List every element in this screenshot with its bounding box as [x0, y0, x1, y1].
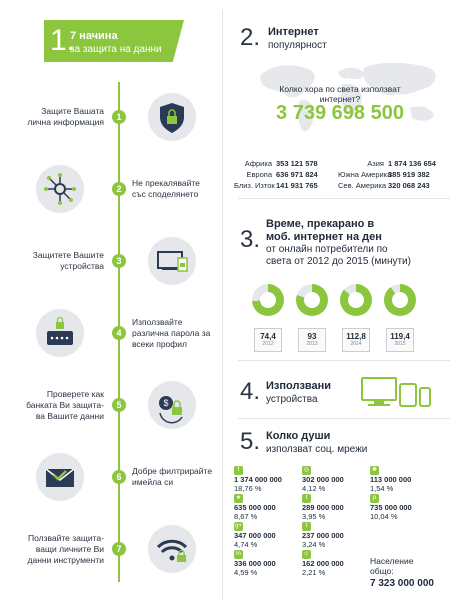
instagram-icon: ◎	[303, 467, 310, 473]
usage-year: 2012	[262, 341, 274, 347]
section-divider	[238, 198, 450, 199]
region-row	[338, 158, 436, 169]
year-calendar	[386, 328, 414, 352]
regions-left	[234, 158, 318, 191]
internet-title: Интернет	[268, 26, 319, 38]
social-users: 302 000 000	[302, 475, 344, 484]
usage-donut	[384, 284, 416, 316]
social-percent: 4,59 %	[234, 568, 258, 577]
social-users: 635 000 000	[234, 503, 276, 512]
step-number: 3	[112, 254, 126, 268]
social-users: 289 000 000	[302, 503, 344, 512]
usage-minutes: 93	[307, 332, 317, 341]
region-name: Южна Америка	[338, 170, 392, 179]
region-row	[234, 158, 318, 169]
tumblr-icon: t	[302, 522, 311, 531]
social-network-item	[234, 550, 276, 577]
social-users: 336 000 000	[234, 559, 276, 568]
social-network-item	[234, 494, 276, 521]
region-row	[338, 169, 436, 180]
social-users: 1 374 000 000	[234, 475, 282, 484]
social-network-item	[370, 466, 411, 493]
step-text: Използвайте различна парола за всеки профил	[132, 316, 211, 349]
social-network-item	[302, 494, 344, 521]
usage-year: 2013	[306, 341, 318, 347]
step-icon-ring	[148, 381, 196, 429]
weibo-icon: ✺	[371, 467, 378, 473]
devices-icon	[148, 237, 196, 285]
step-number: 2	[112, 182, 126, 196]
step-icon-ring	[148, 93, 196, 141]
social-network-item	[302, 466, 344, 493]
step-icon-ring	[36, 453, 84, 501]
facebook-icon: f	[234, 466, 243, 475]
usage-donut	[296, 284, 328, 316]
usage-year: 2015	[394, 341, 406, 347]
region-value: 141 931 765	[276, 181, 318, 190]
usage-minutes: 119,4	[390, 332, 410, 341]
region-name: Европа	[246, 170, 272, 179]
social-percent: 18,76 %	[234, 484, 262, 493]
mobile-number: 3.	[240, 226, 261, 253]
section-divider	[238, 418, 450, 419]
pinterest-icon: p	[370, 494, 379, 503]
social-users: 113 000 000	[370, 475, 412, 484]
banner-title: 7 начина	[70, 30, 118, 42]
usage-minutes: 112,8	[346, 332, 366, 341]
network-share-icon	[36, 165, 84, 213]
region-row	[338, 180, 436, 191]
column-divider	[222, 10, 223, 600]
social-network-item	[302, 522, 344, 549]
step-icon-ring	[148, 237, 196, 285]
social-percent: 2,21 %	[302, 568, 326, 577]
social-percent: 4,12 %	[302, 484, 326, 493]
social-percent: 8,67 %	[234, 512, 258, 521]
step-icon-ring	[36, 165, 84, 213]
region-value: 385 919 382	[388, 170, 430, 179]
password-lock-icon	[36, 309, 84, 357]
usage-donut	[340, 284, 372, 316]
region-value: 353 121 578	[276, 159, 318, 168]
step-number: 5	[112, 398, 126, 412]
devices-icon	[360, 374, 436, 412]
social-percent: 3,24 %	[302, 540, 326, 549]
step-text: Проверете как банката Ви защита- ва Вашите данни	[26, 388, 104, 421]
usage-year: 2014	[350, 341, 362, 347]
devices-title: Използвани	[266, 380, 332, 392]
region-row	[234, 169, 318, 180]
region-name: Африка	[244, 159, 272, 168]
step-number: 4	[112, 326, 126, 340]
regions-right	[338, 158, 436, 191]
linkedin-icon: in	[234, 550, 243, 559]
region-value: 636 971 824	[276, 170, 318, 179]
usage-donut	[252, 284, 284, 316]
section-divider	[238, 360, 450, 361]
step-icon-ring	[36, 309, 84, 357]
region-name: Азия	[367, 159, 384, 168]
social-network-item	[370, 494, 412, 521]
twitter-icon: t	[302, 494, 311, 503]
step-number: 7	[112, 542, 126, 556]
region-name: Близ. Изток	[234, 181, 275, 190]
region-name: Сев. Америка	[338, 181, 387, 190]
social-title: Колко души	[266, 430, 331, 442]
money-lock-icon	[148, 381, 196, 429]
social-users: 237 000 000	[302, 531, 344, 540]
step-text: Не прекалявайте със споделянето	[132, 178, 200, 199]
svg-text:$: $	[163, 398, 169, 408]
social-percent: 10,04 %	[370, 512, 398, 521]
usage-minutes: 74,4	[260, 332, 276, 341]
internet-subtitle: популярност	[268, 40, 327, 51]
social-percent: 4,74 %	[234, 540, 258, 549]
email-icon	[36, 453, 84, 501]
social-network-item	[234, 522, 276, 549]
shield-lock-icon	[148, 93, 196, 141]
internet-question: Колко хора по света използват интернет?	[279, 84, 401, 104]
qzone-icon: ★	[235, 495, 242, 501]
social-users: 162 000 000	[302, 559, 344, 568]
social-number: 5.	[240, 428, 261, 455]
wifi-lock-icon	[148, 525, 196, 573]
social-users: 735 000 000	[370, 503, 412, 512]
population-label: Население общо:	[370, 556, 414, 576]
social-network-item	[302, 550, 344, 577]
step-text: Защите Вашата лична информация	[27, 106, 104, 127]
snapchat-icon: ☺	[303, 551, 310, 557]
step-icon-ring	[148, 525, 196, 573]
banner-number: 1.	[50, 24, 76, 57]
social-network-item	[234, 466, 282, 493]
population-value: 7 323 000 000	[370, 578, 434, 589]
step-text: Защитете Вашите устройства	[32, 250, 104, 271]
internet-total: 3 739 698 500	[276, 102, 404, 124]
year-calendar	[342, 328, 370, 352]
mobile-title: Време, прекарано в моб. интернет на ден	[266, 218, 382, 243]
year-calendar	[254, 328, 282, 352]
step-text: Ползвайте защита- ващи личните Ви данни инструменти	[27, 532, 104, 565]
googleplus-icon: g+	[235, 523, 242, 529]
region-value: 1 874 136 654	[388, 159, 436, 168]
social-percent: 3,95 %	[302, 512, 326, 521]
year-calendar	[298, 328, 326, 352]
social-percent: 1,54 %	[370, 484, 394, 493]
region-value: 320 068 243	[388, 181, 430, 190]
step-number: 1	[112, 110, 126, 124]
devices-subtitle: устройства	[266, 394, 318, 405]
social-users: 347 000 000	[234, 531, 276, 540]
devices-number: 4.	[240, 378, 261, 405]
banner-subtitle: за защита на данни	[70, 44, 162, 55]
social-subtitle: използват соц. мрежи	[266, 444, 368, 455]
mobile-subtitle: от онлайн потребители по света от 2012 до 2015 (минути)	[266, 244, 411, 267]
step-number: 6	[112, 470, 126, 484]
region-row	[234, 180, 318, 191]
step-text: Добре филтрирайте имейла си	[132, 466, 213, 487]
internet-number: 2.	[240, 24, 261, 51]
